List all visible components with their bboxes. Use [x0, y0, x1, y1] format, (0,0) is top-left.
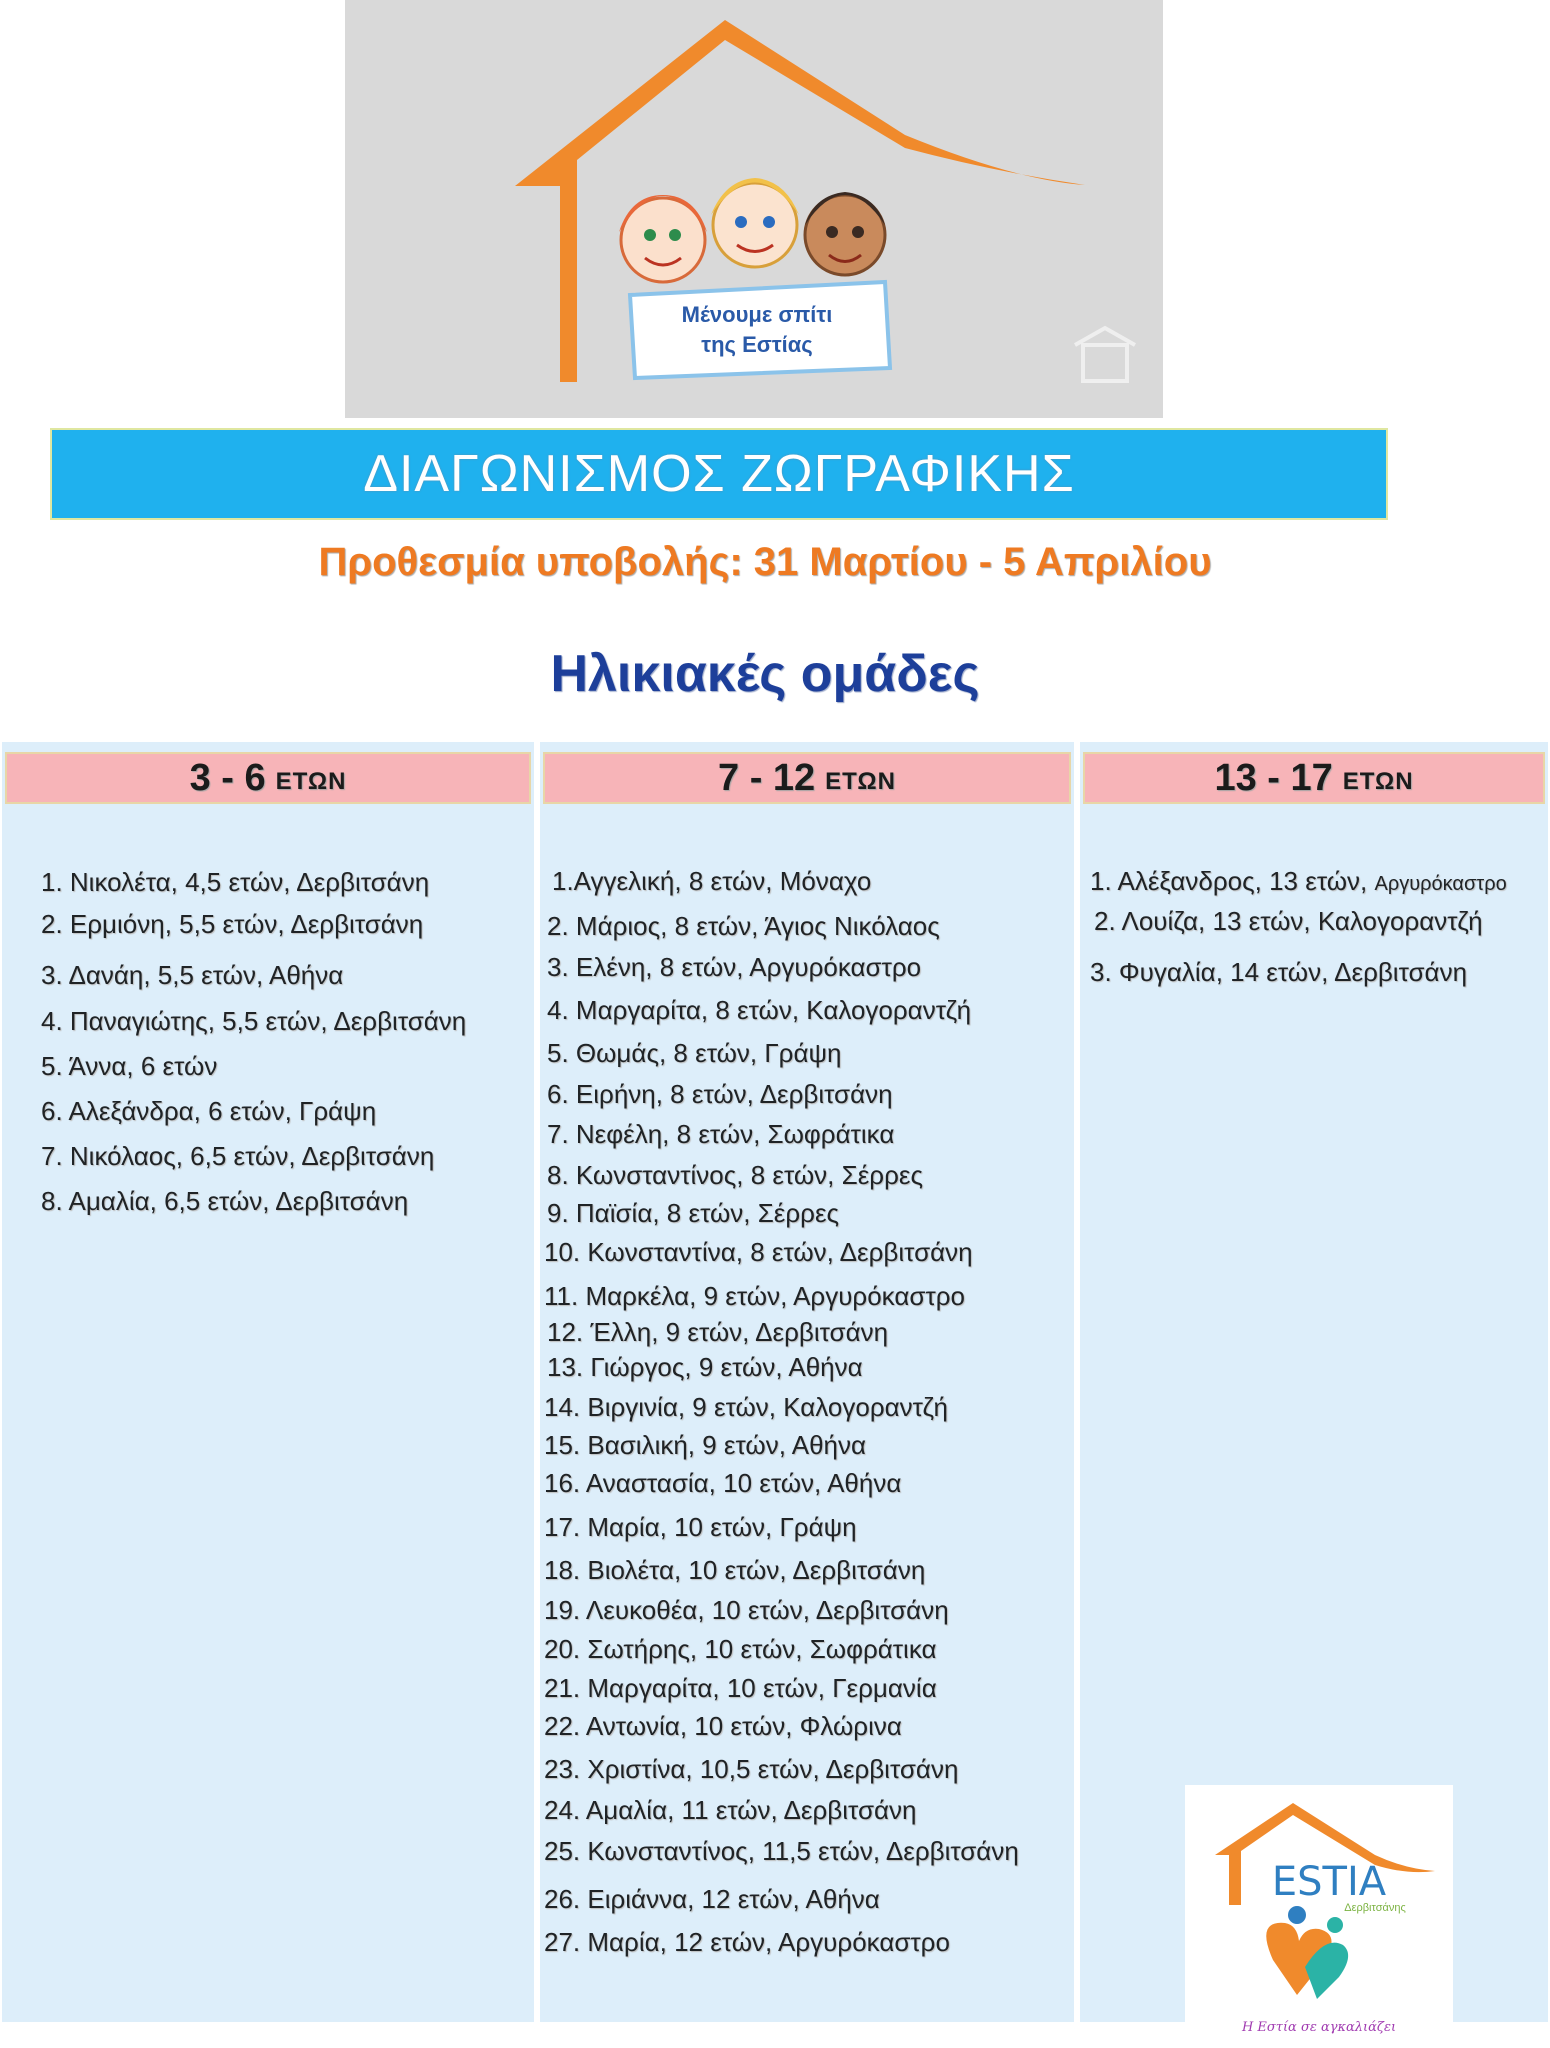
- list-item: 10. Κωνσταντίνα, 8 ετών, Δερβιτσάνη: [544, 1237, 973, 1267]
- list-item: 4. Μαργαρίτα, 8 ετών, Καλογοραντζή: [547, 995, 972, 1025]
- list-item: 5. Θωμάς, 8 ετών, Γράψη: [547, 1038, 842, 1068]
- list-item: 25. Κωνσταντίνος, 11,5 ετών, Δερβιτσάνη: [544, 1836, 1019, 1866]
- age-group-column-7-12: [540, 742, 1074, 2022]
- list-item-place: Αργυρόκαστρο: [1374, 873, 1507, 895]
- list-item: 8. Κωνσταντίνος, 8 ετών, Σέρρες: [547, 1160, 923, 1190]
- list-item: 6. Ειρήνη, 8 ετών, Δερβιτσάνη: [547, 1079, 893, 1109]
- estia-logo: [1185, 1785, 1453, 2047]
- list-item: 4. Παναγιώτης, 5,5 ετών, Δερβιτσάνη: [41, 1006, 467, 1036]
- list-item: 13. Γιώργος, 9 ετών, Αθήνα: [547, 1352, 863, 1382]
- logo-tagline: Η Εστία σε αγκαλιάζει: [1241, 2020, 1397, 2035]
- list-item: 2. Μάριος, 8 ετών, Άγιος Νικόλαος: [547, 911, 940, 941]
- logo-subtitle: Δερβιτσάνης: [1344, 1902, 1406, 1914]
- list-item: 5. Άννα, 6 ετών: [41, 1051, 218, 1081]
- list-item: 3. Δανάη, 5,5 ετών, Αθήνα: [41, 960, 344, 990]
- list-item: 22. Αντωνία, 10 ετών, Φλώρινα: [544, 1711, 902, 1741]
- list-item: 11. Μαρκέλα, 9 ετών, Αργυρόκαστρο: [544, 1281, 965, 1311]
- submission-deadline: Προθεσμία υποβολής: 31 Μαρτίου - 5 Απριλίου: [318, 540, 1212, 584]
- list-item: 7. Νικόλαος, 6,5 ετών, Δερβιτσάνη: [41, 1141, 435, 1171]
- kids-drawing: [619, 178, 885, 282]
- column-header-unit: ΕΤΩΝ: [1342, 768, 1414, 795]
- kids-banner-shape: [630, 282, 890, 378]
- list-item: 1.Αγγελική, 8 ετών, Μόναχο: [552, 866, 872, 896]
- column-header: [1083, 752, 1545, 804]
- list-item: 15. Βασιλική, 9 ετών, Αθήνα: [544, 1430, 867, 1460]
- column-header-range: 3 - 6: [189, 756, 266, 799]
- list-item: 19. Λευκοθέα, 10 ετών, Δερβιτσάνη: [544, 1595, 949, 1625]
- list-item: 9. Παϊσία, 8 ετών, Σέρρες: [547, 1198, 840, 1228]
- age-groups-heading: Ηλικιακές ομάδες: [550, 645, 980, 703]
- list-item: 2. Ερμιόνη, 5,5 ετών, Δερβιτσάνη: [41, 909, 424, 939]
- list-item: 1. Νικολέτα, 4,5 ετών, Δερβιτσάνη: [41, 867, 430, 897]
- page-title: ΔΙΑΓΩΝΙΣΜΟΣ ΖΩΓΡΑΦΙΚΗΣ: [363, 445, 1075, 503]
- column-header-unit: ΕΤΩΝ: [825, 768, 896, 795]
- list-item: 3. Ελένη, 8 ετών, Αργυρόκαστρο: [547, 952, 922, 982]
- column-header: [5, 752, 531, 804]
- list-item: 20. Σωτήρης, 10 ετών, Σωφράτικα: [544, 1634, 937, 1664]
- list-item: 23. Χριστίνα, 10,5 ετών, Δερβιτσάνη: [544, 1754, 959, 1784]
- list-item-main: 1. Αλέξανδρος, 13 ετών,: [1090, 866, 1368, 896]
- list-item: 18. Βιολέτα, 10 ετών, Δερβιτσάνη: [544, 1555, 926, 1585]
- list-item: 17. Μαρία, 10 ετών, Γράψη: [544, 1512, 857, 1542]
- list-item: 8. Αμαλία, 6,5 ετών, Δερβιτσάνη: [41, 1186, 409, 1216]
- list-item: [1090, 866, 1507, 897]
- list-item: 26. Ειριάννα, 12 ετών, Αθήνα: [544, 1884, 880, 1914]
- banner-line-1: Μένουμε σπίτι: [681, 302, 833, 327]
- column-header: [543, 752, 1071, 804]
- list-item: 6. Αλεξάνδρα, 6 ετών, Γράψη: [41, 1096, 377, 1126]
- column-header-unit: ΕΤΩΝ: [275, 768, 347, 795]
- list-item: 21. Μαργαρίτα, 10 ετών, Γερμανία: [544, 1673, 937, 1703]
- title-banner: [50, 428, 1388, 520]
- list-item: 7. Νεφέλη, 8 ετών, Σωφράτικα: [547, 1119, 895, 1149]
- banner-line-2: της Εστίας: [701, 332, 813, 357]
- header-illustration: [345, 0, 1163, 418]
- list-item: 2. Λουίζα, 13 ετών, Καλογοραντζή: [1094, 906, 1483, 936]
- logo-name: ESTIA: [1271, 1859, 1387, 1905]
- column-header-range: 13 - 17: [1214, 756, 1333, 799]
- list-item: 14. Βιργινία, 9 ετών, Καλογοραντζή: [544, 1392, 948, 1422]
- list-item: 12. Έλλη, 9 ετών, Δερβιτσάνη: [547, 1317, 889, 1347]
- list-item: 24. Αμαλία, 11 ετών, Δερβιτσάνη: [544, 1795, 917, 1825]
- estia-watermark-icon: [1075, 328, 1135, 381]
- column-header-range: 7 - 12: [718, 756, 816, 799]
- age-group-column-3-6: [2, 742, 534, 2022]
- list-item: 27. Μαρία, 12 ετών, Αργυρόκαστρο: [544, 1927, 950, 1957]
- list-item: 16. Αναστασία, 10 ετών, Αθήνα: [544, 1468, 902, 1498]
- list-item: 3. Φυγαλία, 14 ετών, Δερβιτσάνη: [1090, 957, 1468, 987]
